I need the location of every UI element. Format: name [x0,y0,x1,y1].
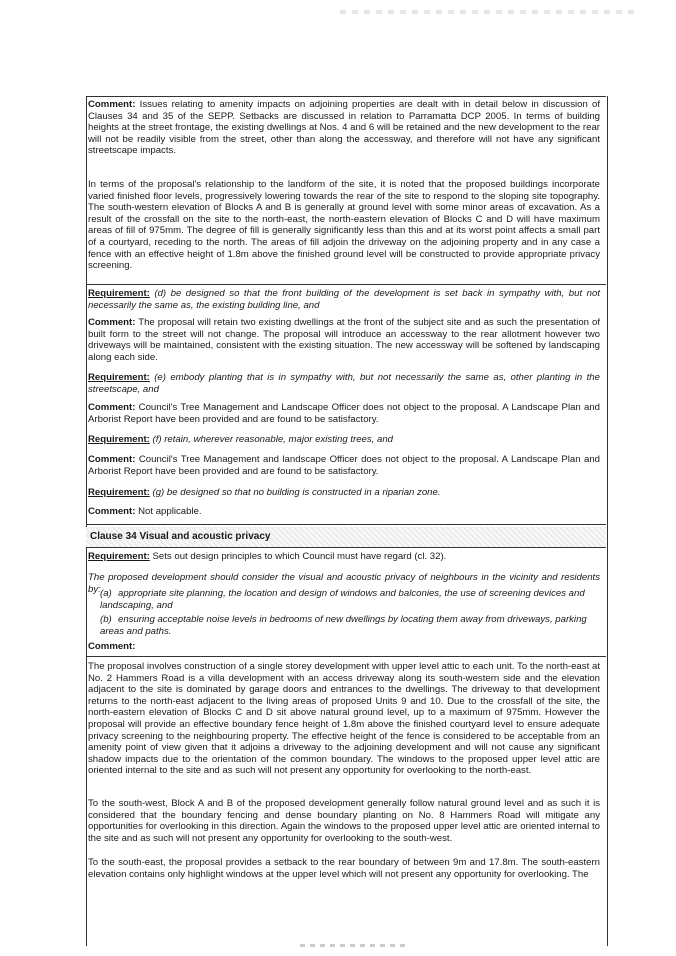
requirement-g-text: (g) be designed so that no building is constructed in a riparian zone. [152,487,441,498]
requirement-label: Requirement: [88,434,150,445]
requirement-e [88,372,600,395]
requirement-label: Requirement: [88,487,150,498]
comment-g [88,506,600,518]
scan-header-artifact [340,10,640,14]
requirement-label: Requirement: [88,288,150,299]
list-item-a-text: appropriate site planning, the location and design of windows and balconies, the use of screening devices and landscaping, and [100,588,585,611]
list-item-b-text: ensuring acceptable noise levels in bedrooms of new dwellings by locating them away from driveways, parking areas and paths. [100,614,587,637]
comment-label: Comment: [88,454,136,465]
comment-f [88,454,600,477]
landform-text: In terms of the proposal's relationship to the landform of the site, it is noted that the proposed buildings incorporate varied finished floor levels, progressively lowering towards the rear of the site to respond to the sloping site topography. The south-western elevation of Blocks A and B is generally at ground level with some minor areas of excavation. As a result of the crossfall on the site to the north-east, the north-eastern elevation of Blocks C and D will have maximum areas of fill of 975mm. The degree of fill is generally significantly less than this and at its worst point affects a small part of a courtyard, receding to the north. The areas of fill adjoin the driveway on the adjoining property and in any case a fence with an effective height of 1.8m above the finished ground level will be constructed to provide appropriate privacy screening. [88,179,600,272]
comment-label: Comment: [88,402,136,413]
list-item-b [100,614,588,637]
requirement-f [88,434,600,446]
paragraph-south-east [88,857,600,880]
list-item-a [100,588,588,611]
clause-34-intro-text: The proposed development should consider the visual and acoustic privacy of neighbours in the vicinity and residents by: [88,572,600,595]
requirement-f-text: (f) retain, wherever reasonable, major existing trees, and [152,434,394,445]
row-rule-2 [86,524,606,525]
comment-d-text: The proposal will retain two existing dwellings at the front of the subject site and as such the presentation of built form to the street will not change. The proposal will introduce an accessway to the rear allotment however two driveways will be maintained, consistent with the existing situation. The new accessway will be softened by landscaping along each side. [88,317,600,363]
comment-block-1 [88,99,600,157]
requirement-d [88,288,600,311]
requirement-g [88,487,600,499]
comment-label: Comment: [88,641,136,652]
comment-d [88,317,600,363]
paragraph-north-east [88,661,600,777]
requirement-34 [88,551,600,563]
clause-34-heading: Clause 34 Visual and acoustic privacy [90,531,271,542]
comment-label: Comment: [88,99,136,110]
comment-e-text: Council's Tree Management and Landscape Officer does not object to the proposal. A Landscape Plan and Arborist Report have been provided and are found to be satisfactory. [88,402,600,425]
table-top-rule [86,96,606,97]
comment-f-text: Council's Tree Management and landscape Officer does not object to the proposal. A Landscape Plan and Arborist Report have been provided and are found to be satisfactory. [88,454,600,477]
comment-g-text: Not applicable. [138,506,202,517]
south-west-text: To the south-west, Block A and B of the proposed development generally follow natural ground level and as such it is considered that the boundary fencing and dense boundary planting on No. 8 Hammers Road will mitigate any opportunities for overlooking in this direction. Again the windows to the proposed upper level attic are oriented internal to the site and as such will not present any opportunity for overlooking to the south-west. [88,798,600,844]
south-east-text: To the south-east, the proposal provides a setback to the rear boundary of between 9m and 17.8m. The south-eastern elevation contains only highlight windows at the upper level which will not present any opportunity for overlooking. The [88,857,600,880]
landform-paragraph [88,179,600,272]
requirement-d-text: (d) be designed so that the front building of the development is set back in sympathy with, but not necessarily the same as, the existing building line, and [88,288,600,311]
requirement-label: Requirement: [88,372,150,383]
row-rule-3 [86,547,606,548]
north-east-text: The proposal involves construction of a single storey development with upper level attic to each unit. To the north-east at No. 2 Hammers Road is a villa development with an access driveway along its south-western side and the elevation adjacent to the site is dominated by garage doors and entrances to the dwellings. The driveway to that development returns to the north-east adjacent to the living areas of proposed Units 9 and 10. Due to the crossfall of the site, the north-eastern elevation of Blocks C and D sit above natural ground level, up to a maximum of 975mm. However the proposal will provide an effective boundary fence height of 1.8m above the finished courtyard level to ensure adequate privacy screening to the neighbouring property. The effective height of the fence is considered to be acceptable from an amenity point of view given that it adjoins a driveway to the adjoining development and will not cause any significant shadow impacts due to the orientation of the common boundary. The windows to the proposed upper level attic are oriented internal to the site and as such will not present any opportunity for overlooking to the north-east. [88,661,600,777]
row-rule-4 [86,656,606,657]
requirement-34-text: Sets out design principles to which Council must have regard (cl. 32). [152,551,447,562]
list-marker-a: (a) [100,588,112,599]
row-rule-1 [86,284,606,285]
list-marker-b: (b) [100,614,112,625]
requirement-label: Requirement: [88,551,150,562]
paragraph-south-west [88,798,600,844]
comment-heading-34 [88,641,600,653]
requirement-e-text: (e) embody planting that is in sympathy with, but not necessarily the same as, other planting in the streetscape, and [88,372,600,395]
comment-e [88,402,600,425]
scan-footer-artifact [300,944,410,947]
comment-text-1: Issues relating to amenity impacts on adjoining properties are dealt with in detail below in discussion of Clauses 34 and 35 of the SEPP. Setbacks are discussed in relation to Parramatta DCP 2005. In terms of building heights at the street frontage, the existing dwellings at Nos. 4 and 6 will be retained and the new development to the rear will not be readily visible from the street, other than along the accessway, and therefore will not have any significant streetscape impacts. [88,99,601,157]
comment-label: Comment: [88,317,136,328]
comment-label: Comment: [88,506,136,517]
